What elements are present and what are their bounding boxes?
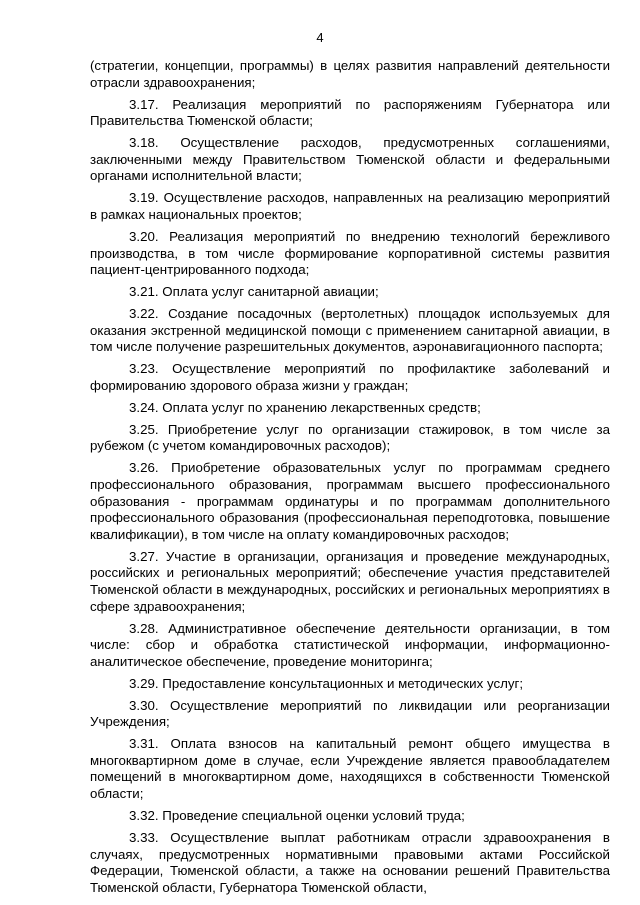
paragraph-3-33: 3.33. Осуществление выплат работникам отрасли здравоохранения в случаях, предусмотренных нормативными правовыми актами Российской Федерации, Тюменской области, а также на основании решений Правительства Тюменской области, Губернатора Тюменской области,	[90, 829, 610, 895]
document-body	[90, 58, 610, 902]
paragraph-3-22: 3.22. Создание посадочных (вертолетных) площадок используемых для оказания экстренной медицинской помощи с применением санитарной авиации, в том числе получение разрешительных документов, аэронавигационного паспорта;	[90, 306, 610, 355]
paragraph-continuation: (стратегии, концепции, программы) в целях развития направлений деятельности отрасли здравоохранения;	[90, 58, 610, 90]
page-number: 4	[316, 30, 324, 45]
paragraph-3-26: 3.26. Приобретение образовательных услуг по программам среднего профессионального образования, программам высшего профессионального образования - программам ординатуры и по программам дополнительного профессионального образования (профессиональная переподготовка, повышение квалификации), в том числе на оплату командировочных расходов;	[90, 460, 610, 542]
paragraph-3-21: 3.21. Оплата услуг санитарной авиации;	[129, 284, 379, 300]
paragraph-3-27: 3.27. Участие в организации, организация и проведение международных, российских и региональных мероприятий; обеспечение участия представителей Тюменской области в международных, российских и региональных мероприятиях в сфере здравоохранения;	[90, 548, 610, 614]
paragraph-3-19: 3.19. Осуществление расходов, направленных на реализацию мероприятий в рамках национальных проектов;	[90, 190, 610, 222]
paragraph-3-24: 3.24. Оплата услуг по хранению лекарственных средств;	[129, 399, 481, 415]
paragraph-3-20: 3.20. Реализация мероприятий по внедрению технологий бережливого производства, в том числе формирование корпоративной системы развития пациент-центрированного подхода;	[90, 228, 610, 278]
paragraph-3-30: 3.30. Осуществление мероприятий по ликвидации или реорганизации Учреждения;	[90, 697, 610, 730]
paragraph-3-25: 3.25. Приобретение услуг по организации стажировок, в том числе за рубежом (с учетом командировочных расходов);	[90, 421, 610, 454]
paragraph-3-17: 3.17. Реализация мероприятий по распоряжениям Губернатора или Правительства Тюменской области;	[90, 96, 610, 129]
paragraph-3-32: 3.32. Проведение специальной оценки условий труда;	[129, 808, 465, 823]
paragraph-3-31: 3.31. Оплата взносов на капитальный ремонт общего имущества в многоквартирном доме в случае, если Учреждение является правообладателем помещений в многоквартирном доме, находящихся в собственности Тюменской области;	[90, 736, 610, 802]
paragraph-3-29: 3.29. Предоставление консультационных и методических услуг;	[129, 675, 524, 691]
paragraph-3-23: 3.23. Осуществление мероприятий по профилактике заболеваний и формированию здорового образа жизни у граждан;	[90, 361, 610, 393]
paragraph-3-18: 3.18. Осуществление расходов, предусмотренных соглашениями, заключенными между Правительством Тюменской области и федеральными органами исполнительной власти;	[90, 135, 610, 184]
paragraph-3-28: 3.28. Административное обеспечение деятельности организации, в том числе: сбор и обработка статистической информации, информационно-аналитическое обеспечение, проведение мониторинга;	[90, 620, 610, 669]
